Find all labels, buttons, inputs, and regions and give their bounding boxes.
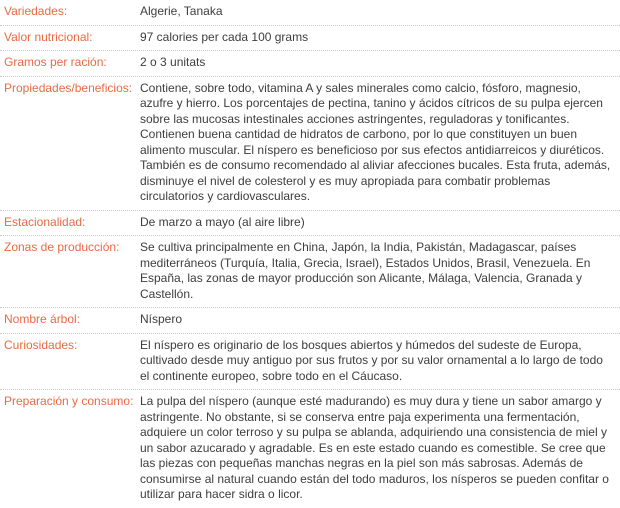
info-row-gramos-por-racion	[0, 51, 620, 77]
row-value-propiedades-beneficios: Contiene, sobre todo, vitamina A y sales minerales como calcio, fósforo, magnesio, azufre y hierro. Los porcentajes de pectina, tanino y ácidos cítricos de su pulpa ejercen sobre las mucosas intestinales acciones astringentes, reguladoras y tonificantes. Contienen buena cantidad de hidratos de carbono, por lo que constituyen un buen alimento muscular. El níspero es beneficioso por sus efectos antidiarreicos y diuréticos. También es de consumo recomendado al aliviar afecciones bucales. Esta fruta, además, disminuye el nivel de colesterol y es muy apropiada para combatir problemas circulatorios y cardiovasculares.	[140, 80, 611, 203]
info-row-nombre-arbol	[0, 308, 620, 334]
row-value-variedades: Algerie, Tanaka	[140, 4, 223, 18]
info-row-preparacion-y-consumo	[0, 390, 620, 508]
row-value-zonas-de-produccion: Se cultiva principalmente en China, Japón, la India, Pakistán, Madagascar, países mediterráneos (Turquía, Italia, Grecia, Israel), Estados Unidos, Brasil, Venezuela. En España, las zonas de mayor producción son Alicante, Málaga, Valencia, Granada y Castellón.	[140, 240, 591, 301]
row-label-nombre-arbol: Nombre árbol:	[4, 312, 81, 326]
row-value-gramos-por-racion: 2 o 3 unitats	[140, 55, 206, 69]
info-row-valor-nutricional	[0, 26, 620, 52]
row-value-nombre-arbol: Níspero	[140, 312, 183, 326]
info-row-zonas-de-produccion	[0, 236, 620, 308]
row-value-valor-nutricional: 97 calories per cada 100 grams	[140, 29, 309, 44]
row-label-estacionalidad: Estacionalidad:	[4, 214, 86, 229]
row-label-gramos-por-racion: Gramos per ración:	[4, 55, 107, 69]
row-value-curiosidades: El níspero es originario de los bosques abiertos y húmedos del sudeste de Europa, cultivado desde muy antiguo por sus frutos y por su valor ornamental a lo largo de todo el continente europeo, sobre todo en el Cáucaso.	[140, 337, 603, 383]
row-label-valor-nutricional: Valor nutricional:	[4, 29, 93, 44]
row-label-zonas-de-produccion: Zonas de producción:	[4, 240, 120, 254]
row-label-propiedades-beneficios: Propiedades/beneficios:	[4, 80, 133, 95]
row-value-preparacion-y-consumo: La pulpa del níspero (aunque esté madurando) es muy dura y tiene un sabor amargo y astringente. No obstante, si se conserva entre paja experimenta una fermentación, adquiere un color terroso y su pulpa se ablanda, adquiriendo una consistencia de miel y un sabor azucarado y agradable. Es en este estado cuando es comestible. Se cree que las piezas con pequeñas manchas negras en la piel son más sabrosas. Además de consumirse al natural cuando están del todo maduros, los nísperos se pueden confitar o utilizar para hacer sidra o licor.	[140, 394, 609, 501]
info-row-variedades	[0, 0, 620, 26]
info-row-curiosidades	[0, 334, 620, 391]
info-row-estacionalidad	[0, 211, 620, 237]
row-label-preparacion-y-consumo: Preparación y consumo:	[4, 394, 134, 408]
row-label-variedades: Variedades:	[4, 4, 68, 18]
row-value-estacionalidad: De marzo a mayo (al aire libre)	[140, 214, 305, 229]
info-row-propiedades-beneficios	[0, 77, 620, 211]
row-label-curiosidades: Curiosidades:	[4, 337, 78, 352]
